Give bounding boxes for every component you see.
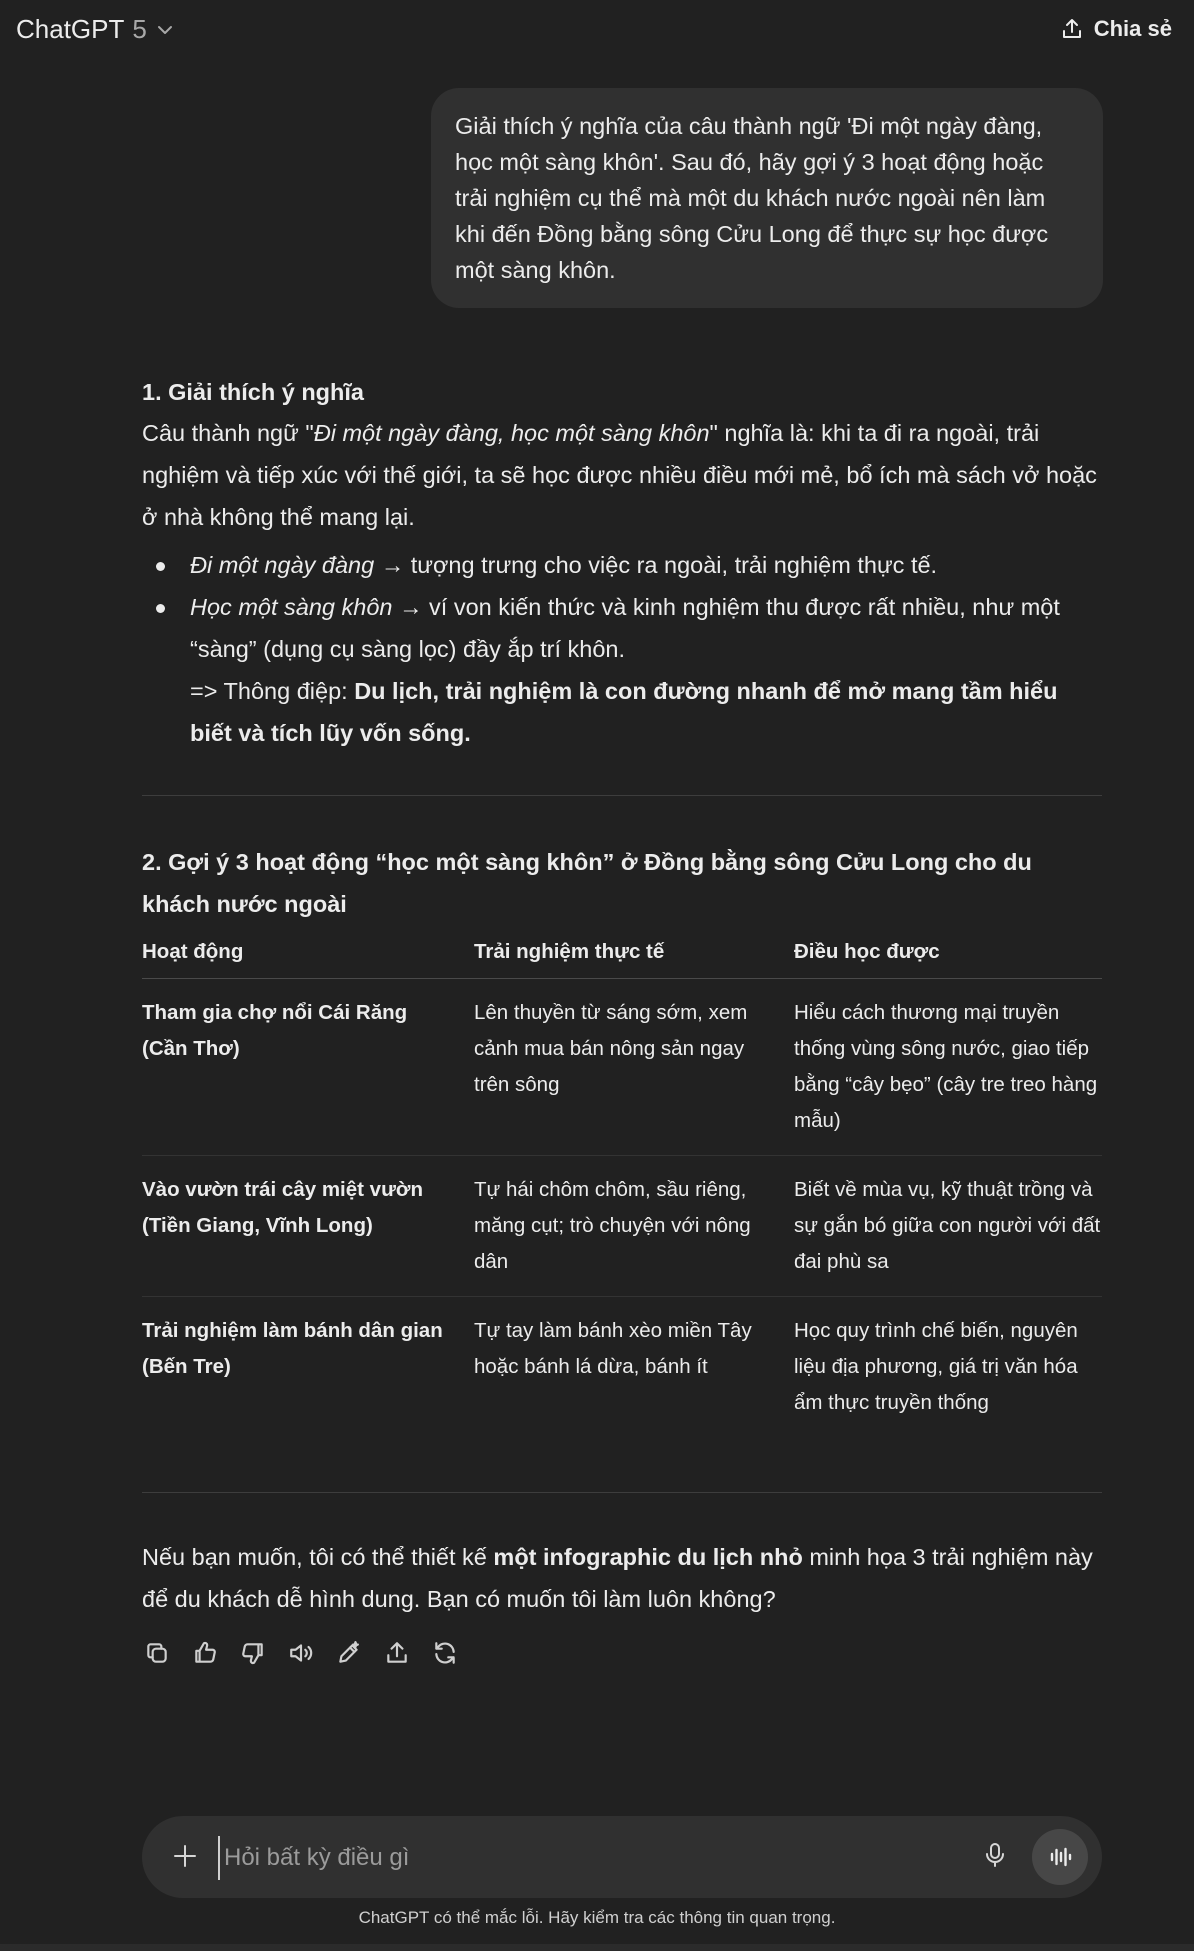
- intro-text: " nghĩa là: khi ta đi ra ngoài, trải nghiệm và tiếp xúc với thế giới, ta sẽ học được nhiều điều mới mẻ, bổ ích mà sách vở hoặc ở nhà không thể mang lại.: [142, 420, 1097, 530]
- edit-button[interactable]: [332, 1636, 366, 1670]
- learning-cell: Học quy trình chế biến, nguyên liệu địa phương, giá trị văn hóa ẩm thực truyền thống: [794, 1319, 1078, 1414]
- bullet-emphasis: Đi một ngày đàng: [190, 552, 375, 578]
- message-actions: [140, 1636, 462, 1670]
- meaning-list: [142, 544, 1102, 754]
- bottom-strip: [0, 1944, 1194, 1951]
- experience-cell: Tự hái chôm chôm, sầu riêng, măng cụt; trò chuyện với nông dân: [474, 1156, 794, 1297]
- answer-section-2-heading: [142, 841, 1102, 925]
- copy-icon: [144, 1640, 170, 1666]
- divider: [142, 1492, 1102, 1493]
- activity-cell: Tham gia chợ nổi Cái Răng (Cần Thơ): [142, 979, 474, 1156]
- table-header-row: [142, 928, 1102, 979]
- copy-button[interactable]: [140, 1636, 174, 1670]
- message-bold: Du lịch, trải nghiệm là con đường nhanh để mở mang tầm hiểu biết và tích lũy vốn sống.: [190, 678, 1058, 746]
- section-heading: 1. Giải thích ý nghĩa: [142, 379, 364, 405]
- composer: [142, 1816, 1102, 1898]
- message-prefix: => Thông điệp:: [190, 678, 355, 704]
- dictate-button[interactable]: [980, 1840, 1014, 1874]
- list-item: [142, 586, 1102, 754]
- column-header: Trải nghiệm thực tế: [474, 928, 794, 979]
- closing-text: minh họa 3 trải nghiệm này để du khách dễ hình dung. Bạn có muốn tôi làm luôn không?: [142, 1544, 1093, 1612]
- learning-cell: Biết về mùa vụ, kỹ thuật trồng và sự gắn bó giữa con người với đất đai phù sa: [794, 1156, 1102, 1297]
- microphone-icon: [980, 1840, 1010, 1870]
- column-header: Hoạt động: [142, 928, 474, 979]
- model-name: ChatGPT: [16, 14, 125, 44]
- disclaimer: ChatGPT có thể mắc lỗi. Hãy kiểm tra các thông tin quan trọng.: [358, 1908, 836, 1927]
- section-heading: 2. Gợi ý 3 hoạt động “học một sàng khôn” ở Đồng bằng sông Cửu Long cho du khách nước ngoài: [142, 849, 1032, 917]
- add-attachment-button[interactable]: [168, 1839, 202, 1873]
- divider: [142, 795, 1102, 796]
- activity-cell: Vào vườn trái cây miệt vườn (Tiền Giang, Vĩnh Long): [142, 1156, 474, 1297]
- share-icon: [1060, 17, 1084, 41]
- share-message-button[interactable]: [380, 1636, 414, 1670]
- table-row: [142, 1156, 1102, 1297]
- voice-wave-icon: [1046, 1843, 1074, 1871]
- good-response-button[interactable]: [188, 1636, 222, 1670]
- top-bar: [0, 0, 1194, 64]
- user-message: Giải thích ý nghĩa của câu thành ngữ 'Đi một ngày đàng, học một sàng khôn'. Sau đó, hãy gợi ý 3 hoạt động hoặc trải nghiệm cụ thể mà một du khách nước ngoài nên làm khi đến Đồng bằng sông Cửu Long để thực sự học được một sàng khôn.: [431, 88, 1103, 308]
- chevron-down-icon: [155, 20, 175, 40]
- bullet-text: → tượng trưng cho việc ra ngoài, trải nghiệm thực tế.: [374, 552, 938, 578]
- closing-paragraph: [142, 1536, 1102, 1620]
- intro-text: Câu thành ngữ ": [142, 420, 314, 446]
- plus-icon: [168, 1839, 202, 1873]
- thumbs-down-icon: [240, 1640, 266, 1666]
- answer-section-1: [142, 372, 1102, 754]
- model-version: 5: [132, 14, 147, 44]
- table-row: [142, 1297, 1102, 1438]
- experience-cell: Tự tay làm bánh xèo miền Tây hoặc bánh lá dừa, bánh ít: [474, 1319, 752, 1378]
- read-aloud-button[interactable]: [284, 1636, 318, 1670]
- bullet-emphasis: Học một sàng khôn: [190, 594, 393, 620]
- thumbs-up-icon: [192, 1640, 218, 1666]
- closing-text: Nếu bạn muốn, tôi có thể thiết kế: [142, 1544, 494, 1570]
- bad-response-button[interactable]: [236, 1636, 270, 1670]
- activity-cell: Trải nghiệm làm bánh dân gian (Bến Tre): [142, 1319, 443, 1378]
- share-icon: [384, 1640, 410, 1666]
- share-label: Chia sẻ: [1093, 16, 1172, 41]
- model-selector[interactable]: [16, 14, 175, 45]
- table-row: [142, 979, 1102, 1156]
- activities-table: [142, 928, 1102, 1437]
- voice-mode-button[interactable]: [1032, 1829, 1088, 1885]
- share-button[interactable]: [1060, 16, 1172, 42]
- regenerate-button[interactable]: [428, 1636, 462, 1670]
- closing-bold: một infographic du lịch nhỏ: [493, 1544, 803, 1570]
- edit-icon: [336, 1640, 362, 1666]
- read-aloud-icon: [288, 1640, 314, 1666]
- section-intro: [142, 412, 1102, 538]
- regenerate-icon: [432, 1640, 458, 1666]
- column-header: Điều học được: [794, 928, 1102, 979]
- bullet-text: → ví von kiến thức và kinh nghiệm thu được rất nhiều, như một “sàng” (dụng cụ sàng lọc) đầy ắp trí khôn.: [190, 594, 1060, 662]
- list-item: [142, 544, 1102, 586]
- experience-cell: Lên thuyền từ sáng sớm, xem cảnh mua bán nông sản ngay trên sông: [474, 979, 794, 1156]
- message-input[interactable]: [218, 1836, 886, 1880]
- idiom-emphasis: Đi một ngày đàng, học một sàng khôn: [313, 420, 710, 446]
- learning-cell: Hiểu cách thương mại truyền thống vùng sông nước, giao tiếp bằng “cây bẹo” (cây tre treo hàng mẫu): [794, 979, 1102, 1156]
